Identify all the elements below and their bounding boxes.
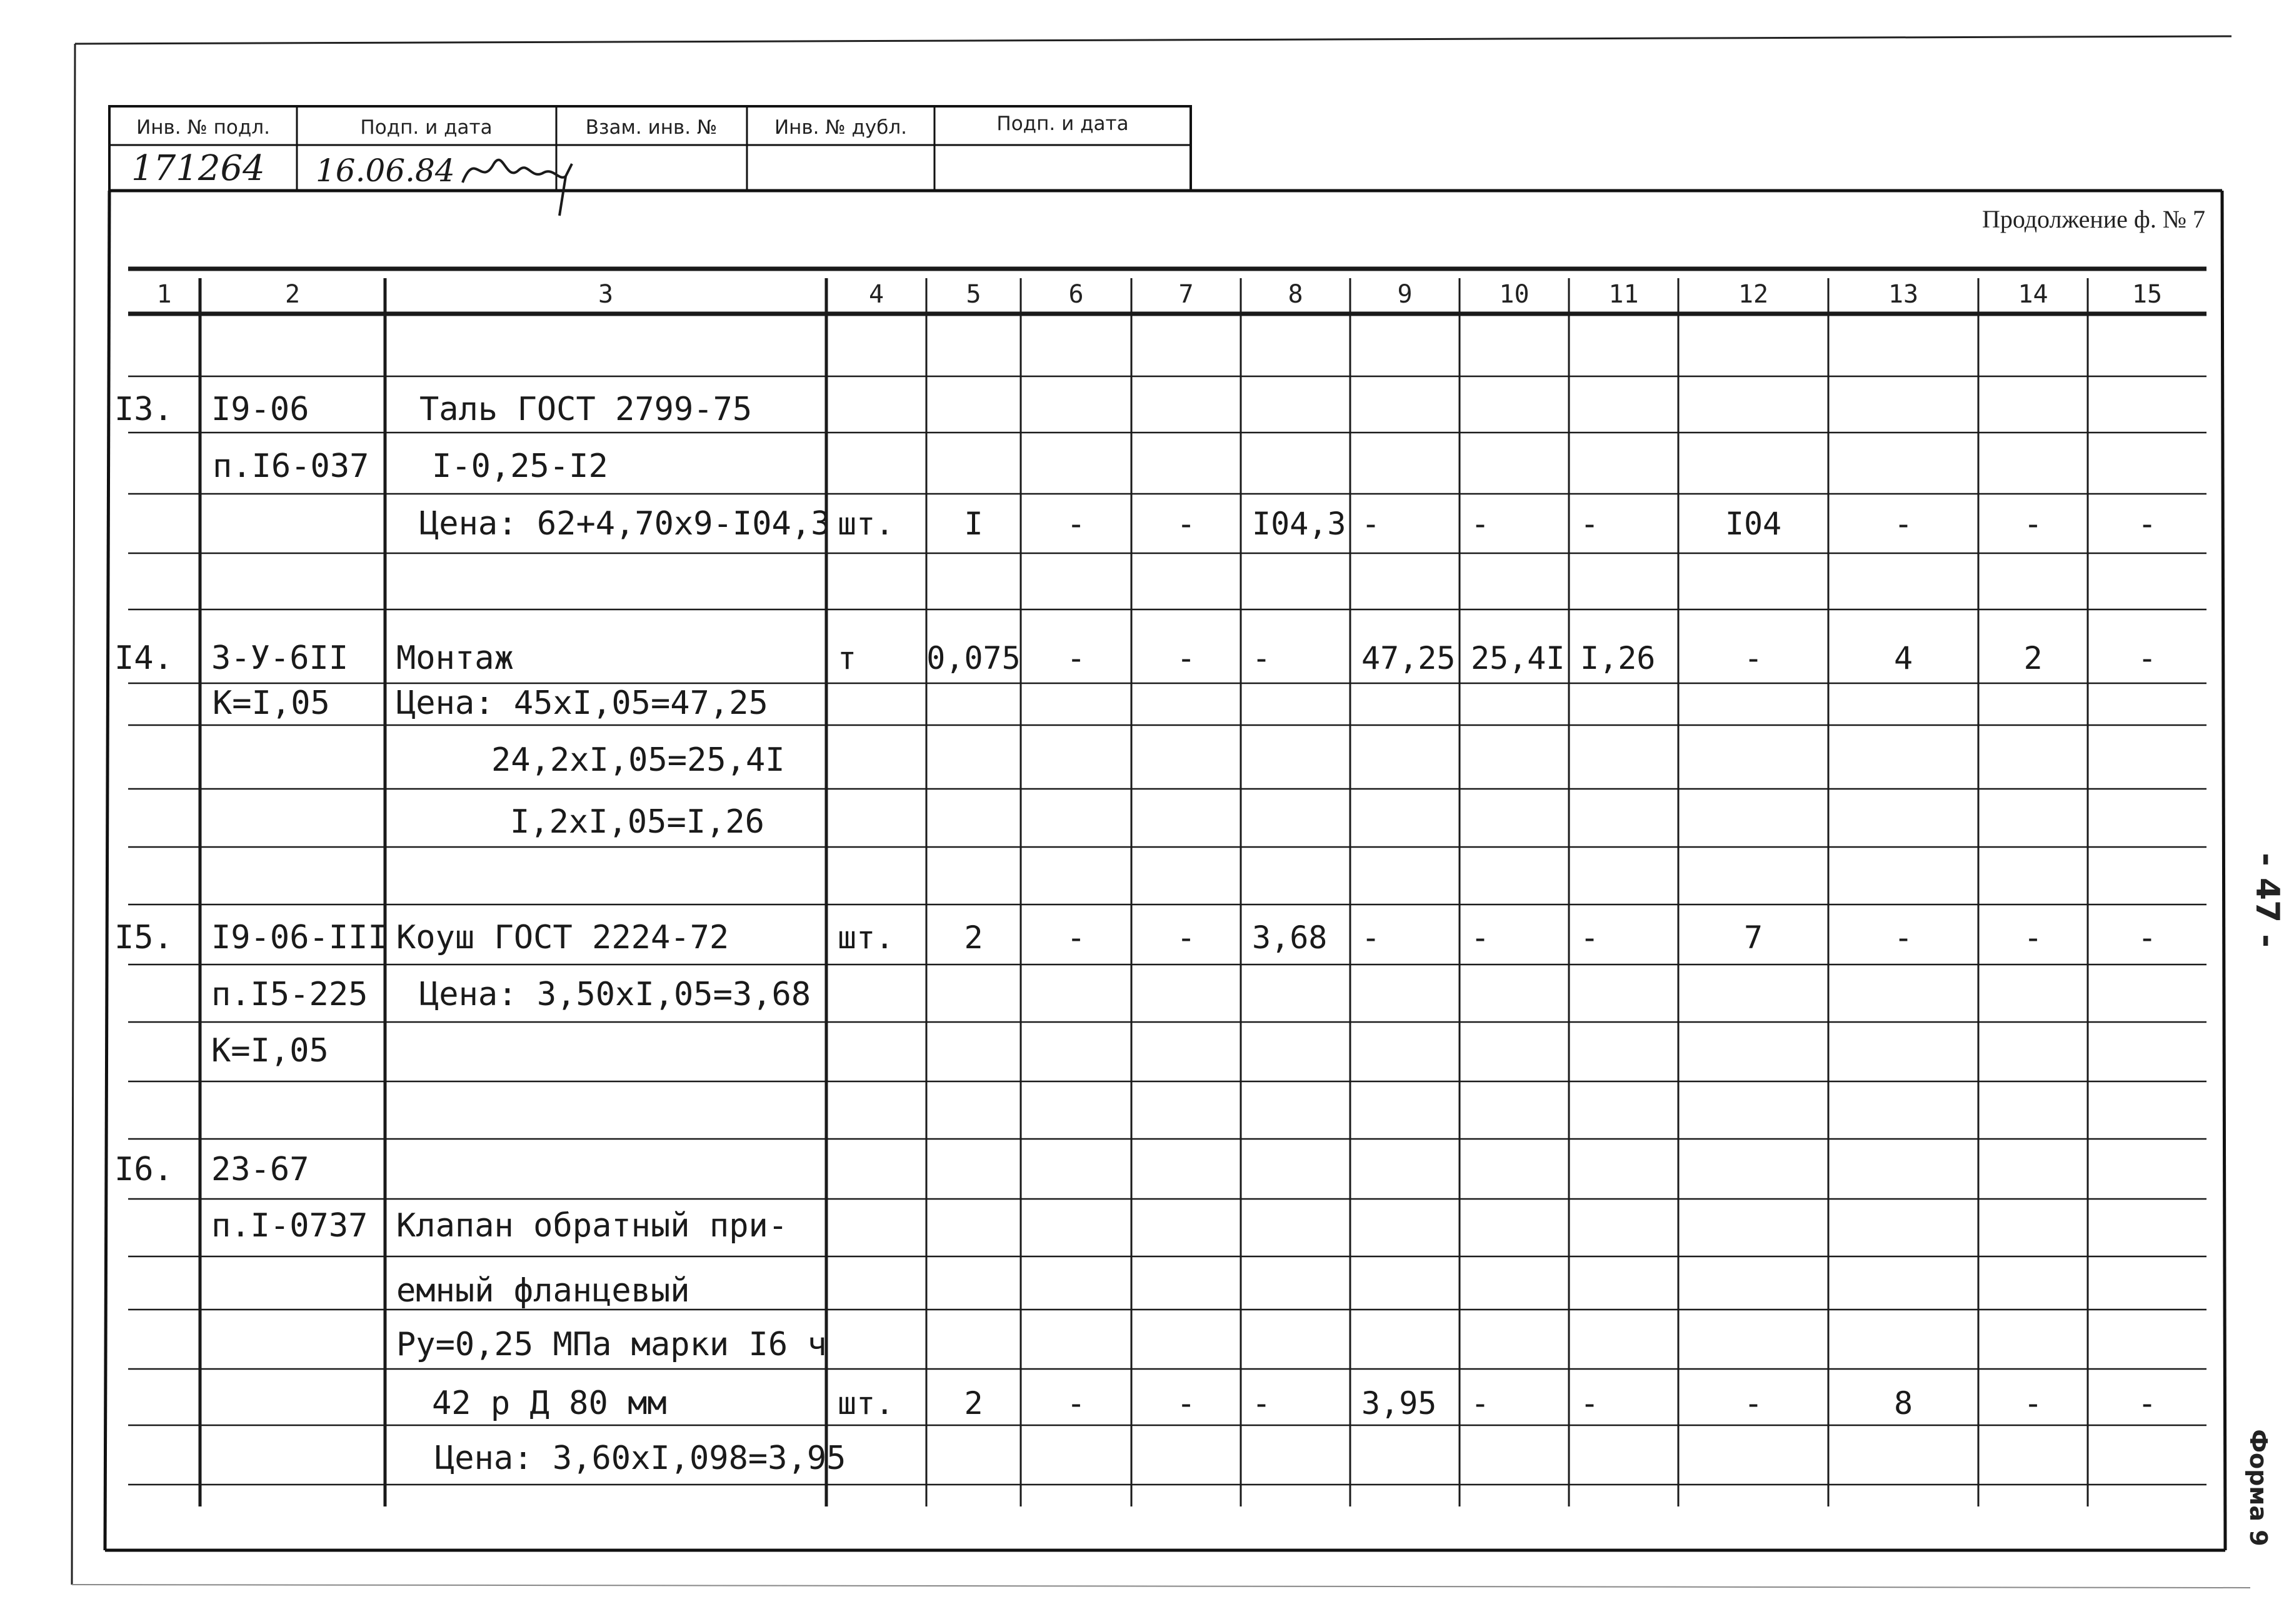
stamp-inv-no-value: 171264 [131,148,265,189]
cell-col5: 2 [964,920,983,956]
cell-col2: 3-У-6II [211,639,349,677]
column-number-7: 7 [1178,280,1194,309]
continuation-label: Продолжение ф. № 7 [1981,205,2205,233]
column-number-9: 9 [1397,280,1413,309]
cell-col8: I04,3 [1252,506,1346,542]
cell-col3: Монтаж [396,639,514,677]
cell-col15: - [2137,506,2157,542]
cell-col12: 7 [1743,920,1763,956]
table-row [114,1151,309,1188]
cell-col3: 42 р Д 80 мм [432,1385,667,1422]
column-number-4: 4 [868,280,884,309]
cell-col3: Таль ГОСТ 2799-75 [419,391,753,428]
table-row [114,391,752,428]
cell-col1: I6. [114,1151,173,1188]
cell-col12: - [1743,640,1763,676]
cell-col7: - [1176,640,1196,676]
column-header-row [156,280,2162,309]
cell-col7: - [1176,1385,1196,1421]
cell-col3: Цена: 3,50xI,05=3,68 [419,976,811,1013]
table-row [211,1032,329,1070]
cell-col12: - [1743,1385,1763,1421]
cell-col2: I9-06 [211,391,309,428]
cell-col13: 4 [1893,640,1913,676]
stamp-header-replace-inv: Взам. инв. № [585,116,718,139]
column-number-8: 8 [1288,280,1303,309]
cell-col2: п.I5-225 [211,976,368,1013]
stamp-header-sign-date: Подп. и дата [360,116,493,139]
column-number-3: 3 [598,280,614,309]
cell-col10: 25,4I [1471,640,1565,676]
cell-col15: - [2137,640,2157,676]
cell-col3: Клапан обратный при- [396,1207,788,1245]
table-row [491,741,785,779]
column-number-1: 1 [156,280,172,309]
stamp-header-sign-date-2: Подп. и дата [996,113,1129,135]
cell-col5: I [964,506,983,542]
stamp-header-inv-no: Инв. № подл. [136,116,270,139]
stamp-header-dup-inv: Инв. № дубл. [774,116,908,139]
column-number-6: 6 [1068,280,1084,309]
column-number-5: 5 [966,280,981,309]
cell-col11: - [1580,506,1600,542]
form-label: Форма 9 [2245,1429,2272,1546]
cell-col6: - [1066,920,1086,956]
column-number-12: 12 [1738,280,1769,309]
table-row [211,1207,788,1245]
page-number: - 47 - [2248,853,2286,948]
cell-col12: I04 [1725,506,1782,542]
cell-col14: - [2023,920,2043,956]
cell-col3: Ру=0,25 МПа марки I6 ч [396,1326,827,1363]
cell-col3: Коуш ГОСТ 2224-72 [396,919,729,956]
column-number-15: 15 [2131,280,2163,309]
cell-col7: - [1176,920,1196,956]
cell-col11: I,26 [1580,640,1656,676]
column-number-14: 14 [2018,280,2048,309]
cell-col3: Цена: 62+4,70x9-I04,3 [419,505,831,543]
cell-col2: п.I6-037 [213,448,369,485]
cell-col6: - [1066,640,1086,676]
cell-col11: - [1580,1385,1600,1421]
cell-col7: - [1176,506,1196,542]
table-row [510,803,764,841]
cell-col2: I9-06-III [211,919,388,956]
column-number-11: 11 [1608,280,1639,309]
column-number-13: 13 [1888,280,1919,309]
cell-col9: - [1361,920,1381,956]
column-number-2: 2 [284,280,301,309]
cell-col14: - [2023,1385,2043,1421]
table-row [435,1440,846,1477]
cell-col14: 2 [2023,640,2043,676]
cell-col8: - [1252,1385,1271,1421]
cell-col3: 24,2xI,05=25,4I [491,741,785,779]
cell-col4: т [838,640,857,676]
cell-col15: - [2137,1385,2157,1421]
cell-col9: 47,25 [1361,640,1456,676]
cell-col5: 2 [964,1385,983,1421]
approval-stamp [109,106,1191,216]
cell-col10: - [1471,920,1490,956]
cell-col4: шт. [838,506,894,542]
table-row [114,639,2156,677]
cell-col10: - [1471,506,1490,542]
cell-col13: - [1893,506,1913,542]
table-row [211,976,811,1013]
cell-col3: емный фланцевый [396,1272,690,1310]
cell-col3: Цена: 3,60xI,098=3,95 [435,1440,846,1477]
cell-col1: I5. [114,919,173,956]
cell-col2: 23-67 [211,1151,309,1188]
cell-col8: - [1252,640,1271,676]
cell-col5: 0,075 [926,640,1021,676]
stamp-sign-date-value: 16.06.84 [316,153,455,189]
cell-col4: шт. [838,1385,894,1421]
cell-col3: Цена: 45xI,05=47,25 [396,684,768,722]
table-row [213,684,768,722]
cell-col3: I-0,25-I2 [432,448,608,485]
cell-col6: - [1066,506,1086,542]
cell-col10: - [1471,1385,1490,1421]
cell-col8: 3,68 [1252,920,1328,956]
cell-col15: - [2137,920,2157,956]
table-row [396,1326,827,1363]
cell-col1: I4. [114,639,173,677]
cell-col3: I,2xI,05=I,26 [510,803,764,841]
column-number-10: 10 [1499,280,1530,309]
cell-col11: - [1580,920,1600,956]
cell-col2: К=I,05 [213,684,330,722]
cell-col9: - [1361,506,1381,542]
cell-col13: 8 [1893,1385,1913,1421]
table-row [213,448,608,485]
cell-col13: - [1893,920,1913,956]
table-row [396,1272,690,1310]
cell-col4: шт. [838,920,894,956]
cell-col2: К=I,05 [211,1032,329,1070]
table-row [432,1385,2156,1422]
cell-col1: I3. [114,391,173,428]
cell-col14: - [2023,506,2043,542]
cell-col2: п.I-0737 [211,1207,368,1245]
table-row [419,505,2156,543]
table-row [114,919,2156,956]
cell-col9: 3,95 [1361,1385,1437,1421]
cell-col6: - [1066,1385,1086,1421]
